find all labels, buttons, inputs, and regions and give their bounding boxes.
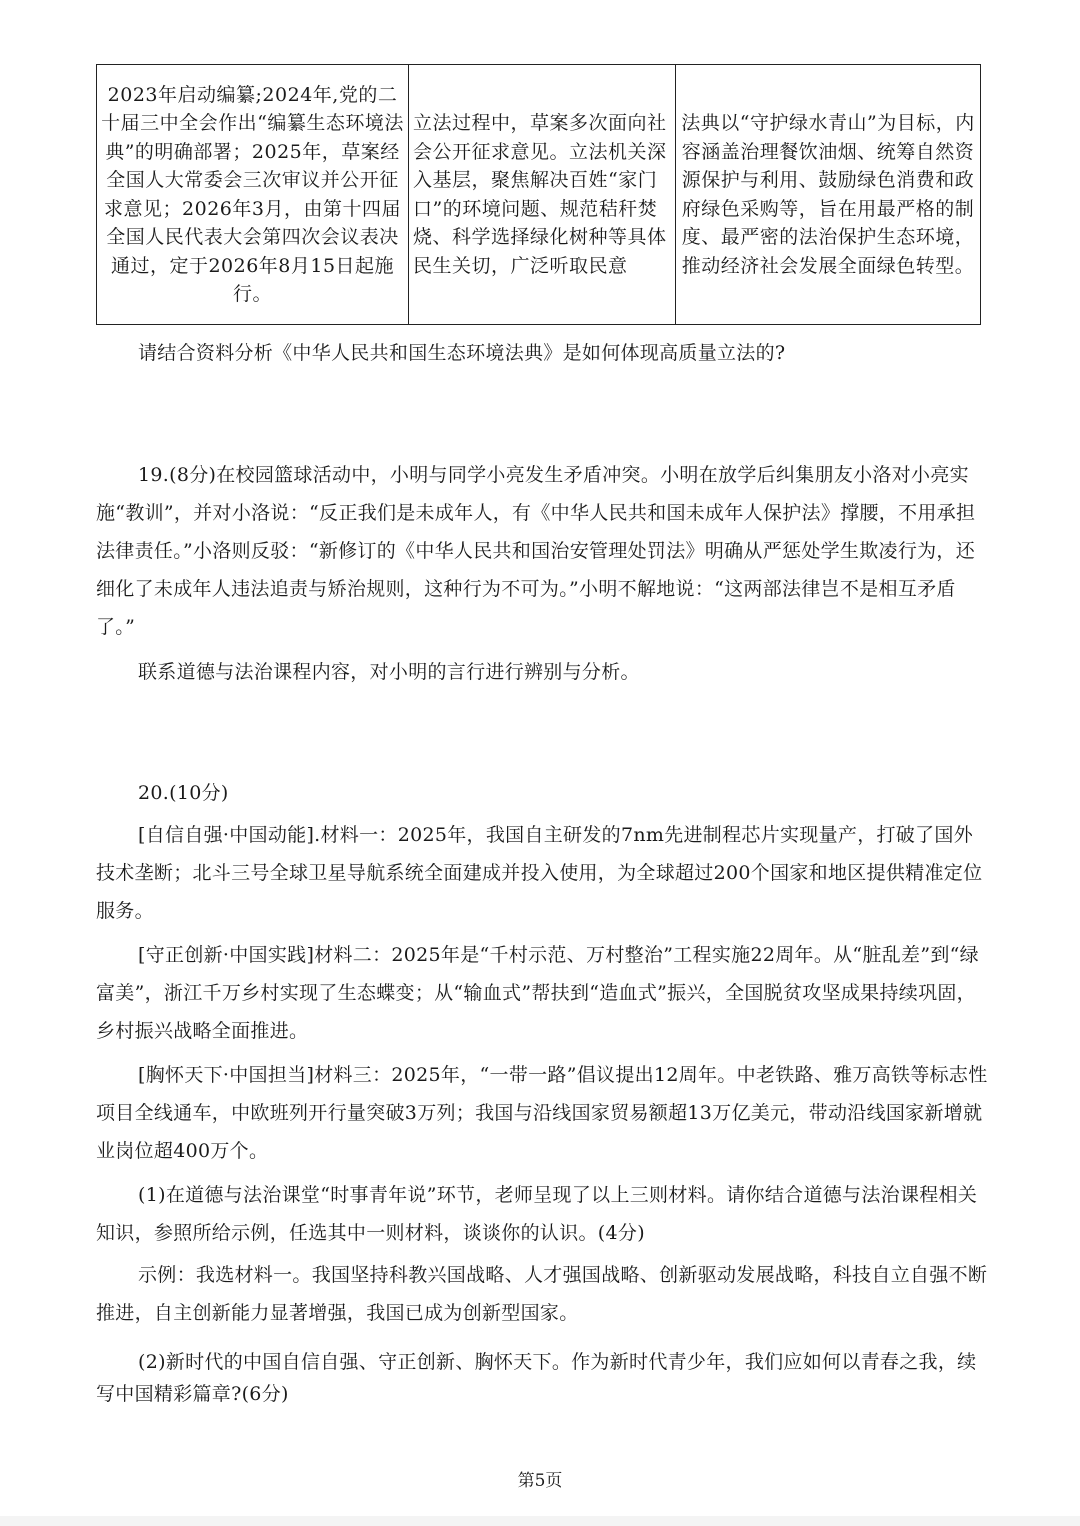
page-edge	[0, 1516, 1080, 1526]
table-cell-process	[409, 65, 676, 325]
q20-material-2: [守正创新·中国实践]材料二：2025年是“千村示范、万村整治”工程实施22周年。从“脏乱差”到“绿富美”，浙江千万乡村实现了生态蝶变；从“输血式”帮扶到“造血式”振兴，全国脱贫攻坚成果持续巩固，乡村振兴战略全面推进。	[96, 944, 979, 1042]
q20-subquestion-2: (2)新时代的中国自信自强、守正创新、胸怀天下。作为新时代青少年，我们应如何以青春之我，续写中国精彩篇章?(6分)	[96, 1351, 977, 1405]
q19-body: 19.(8分)在校园篮球活动中，小明与同学小亮发生矛盾冲突。小明在放学后纠集朋友小洛对小亮实施“教训”，并对小洛说：“反正我们是未成年人，有《中华人民共和国未成年人保护法》撑腰，不用承担法律责任。”小洛则反驳：“新修订的《中华人民共和国治安管理处罚法》明确从严惩处学生欺凌行为，还细化了未成年人违法追责与矫治规则，这种行为不可为。”小明不解地说：“这两部法律岂不是相互矛盾了。”	[96, 464, 976, 638]
table-cell-timeline	[97, 65, 409, 325]
q17-question: 请结合资料分析《中华人民共和国生态环境法典》是如何体现高质量立法的?	[138, 342, 786, 364]
q20-header: 20.(10分)	[138, 782, 229, 804]
q19-question: 联系道德与法治课程内容，对小明的言行进行辨别与分析。	[138, 661, 640, 683]
content-text: 法典以“守护绿水青山”为目标，内容涵盖治理餐饮油烟、统筹自然资源保护与利用、鼓励绿色消费和政府绿色采购等，旨在用最严格的制度、最严密的法治保护生态环境，推动经济社会发展全面绿色转型。	[681, 112, 975, 277]
material-table	[96, 64, 981, 325]
q20-material-1: [自信自强·中国动能].材料一：2025年，我国自主研发的7nm先进制程芯片实现量产，打破了国外技术垄断；北斗三号全球卫星导航系统全面建成并投入使用，为全球超过200个国家和地区提供精准定位服务。	[96, 824, 983, 922]
page-number: 第5页	[517, 1471, 563, 1491]
q20-subquestion-1: (1)在道德与法治课堂“时事青年说”环节，老师呈现了以上三则材料。请你结合道德与法治课程相关知识，参照所给示例，任选其中一则材料，谈谈你的认识。(4分)	[96, 1184, 978, 1244]
q20-material-3: [胸怀天下·中国担当]材料三：2025年，“一带一路”倡议提出12周年。中老铁路、雅万高铁等标志性项目全线通车，中欧班列开行量突破3万列；我国与沿线国家贸易额超13万亿美元，带动沿线国家新增就业岗位超400万个。	[96, 1064, 988, 1162]
q20-example: 示例：我选材料一。我国坚持科教兴国战略、人才强国战略、创新驱动发展战略，科技自立自强不断推进，自主创新能力显著增强，我国已成为创新型国家。	[96, 1264, 988, 1324]
process-text: 立法过程中，草案多次面向社会公开征求意见。立法机关深入基层，聚焦解决百姓“家门口”的环境问题、规范秸秆焚烧、科学选择绿化树种等具体民生关切，广泛听取民意	[413, 112, 667, 277]
table-cell-content	[676, 65, 981, 325]
timeline-text: 2023年启动编纂;2024年,党的二十届三中全会作出“编纂生态环境法典”的明确部署；2025年，草案经全国人大常委会三次审议并公开征求意见；2026年3月，由第十四届全国人民代表大会第四次会议表决通过，定于2026年8月15日起施行。	[101, 83, 404, 305]
table-row	[97, 65, 981, 325]
